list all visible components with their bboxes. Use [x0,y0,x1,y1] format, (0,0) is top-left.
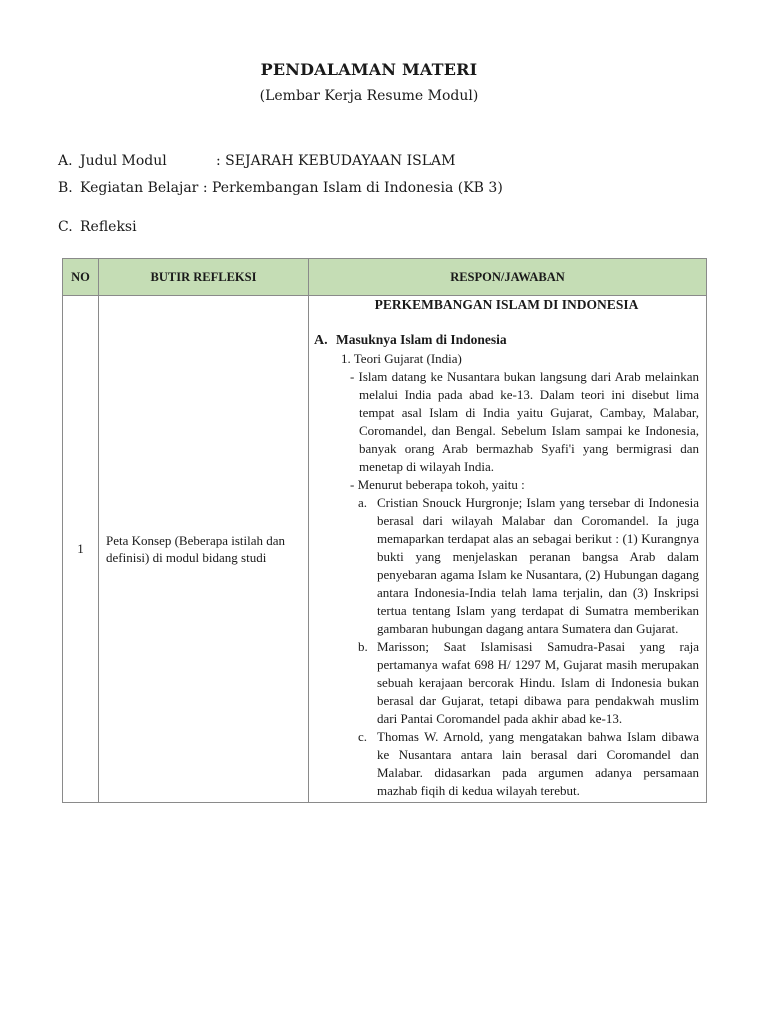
list-letter: c. [358,729,368,744]
list-letter: B. [58,180,73,196]
list-letter: A. [58,153,73,169]
list-letter: C. [58,219,73,235]
module-title-value: : SEJARAH KEBUDAYAAN ISLAM [216,153,456,169]
row-butir-refleksi: Peta Konsep (Beberapa istilah dan definisi) di modul bidang studi [99,296,309,803]
table-row [63,296,707,803]
reflection-heading [58,219,137,235]
document-title: PENDALAMAN MATERI [260,60,478,79]
section-letter: A. [314,333,328,348]
row-number: 1 [63,296,99,803]
reflection-label: Refleksi [80,219,137,235]
list-item-text: Cristian Snouck Hurgronje; Islam yang tersebar di Indonesia berasal dari wilayah Malabar dan Coromandel. Ia juga memaparkan terdapat alas an sebagai berikut : (1) Kurangnya bukti yang menjelaskan peranan bangsa Arab dalam penyebaran agama Islam ke Nusantara, (2) Hubungan dagang antara Indonesia-India telah lama terjalin, dan (3) Inskripsi tertua tentang Islam yang terdapat di Sumatra memberikan gambaran hubungan dagang antara Sumatera dan Gujarat. [377,495,699,636]
theory-paragraph: - Islam datang ke Nusantara bukan langsung dari Arab melainkan melalui India pada abad ke-13. Dalam teori ini disebut lima tempat asal Islam di India yaitu Gujarat, Cambay, Malabar, Coromandel, dan Bengal. Sebelum Islam sampai ke Indonesia, banyak orang Arab bermazhab Syafi'i yang bermigrasi dan menetap di wilayah India. [350,369,699,474]
figures-intro: - Menurut beberapa tokoh, yaitu : [350,477,525,492]
list-item-text: Marisson; Saat Islamisasi Samudra-Pasai yang raja pertamanya wafat 698 H/ 1297 M, Gujarat masih merupakan sebuah kerajaan bercorak Hindu. Islam di Indonesia bukan berasal dar Gujarat, tetapi dibawa para pendakwah muslim dari Pantai Coromandel pada akhir abad ke-13. [377,639,699,726]
list-item [358,728,699,800]
list-letter: a. [358,495,368,510]
response-title: PERKEMBANGAN ISLAM DI INDONESIA [374,297,639,312]
list-letter: b. [358,639,368,654]
list-item [358,494,699,638]
row-respon [309,296,707,803]
list-item-text: Thomas W. Arnold, yang mengatakan bahwa Islam dibawa ke Nusantara antara lain berasal dari Coromandel dan Malabar. didasarkan pada argumen adanya persamaan mazhab fiqih di kedua wilayah terebut. [377,729,699,798]
header-respon-jawaban: RESPON/JAWABAN [309,259,707,296]
learning-activity-value: : Perkembangan Islam di Indonesia (KB 3) [198,180,503,196]
section-a-title: Masuknya Islam di Indonesia [336,332,507,347]
learning-activity-label: Kegiatan Belajar [80,180,199,196]
section-a-heading [314,331,699,350]
reflection-table [62,258,707,803]
theory-heading: 1. Teori Gujarat (India) [341,351,462,366]
module-title-line [58,153,455,169]
table-header-row [63,259,707,296]
list-item [358,638,699,728]
learning-activity-line [58,180,503,196]
module-title-label: Judul Modul [80,153,167,169]
header-no: NO [63,259,99,296]
header-butir-refleksi: BUTIR REFLEKSI [99,259,309,296]
document-subtitle: (Lembar Kerja Resume Modul) [259,88,479,104]
